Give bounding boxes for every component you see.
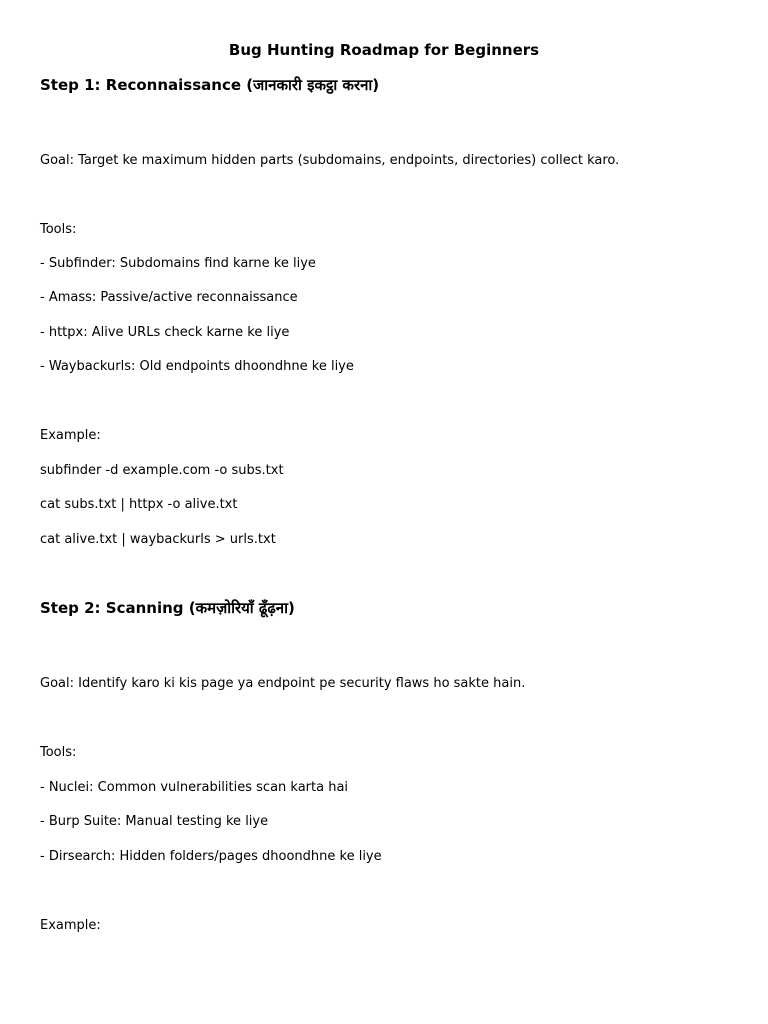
step1-example-label: Example: [40,428,101,443]
step1-example-line: cat subs.txt | httpx -o alive.txt [40,497,238,512]
step1-heading: Step 1: Reconnaissance (जानकारी इकट्ठा करना) [40,76,380,94]
step2-example-label: Example: [40,918,101,933]
step2-tool-nuclei: - Nuclei: Common vulnerabilities scan karta hai [40,780,349,795]
step1-example-line: cat alive.txt | waybackurls > urls.txt [40,532,276,547]
step2-goal: Goal: Identify karo ki kis page ya endpoint pe security flaws ho sakte hain. [40,676,526,691]
step1-tool-waybackurls: - Waybackurls: Old endpoints dhoondhne ke liye [40,359,354,374]
step2-tool-dirsearch: - Dirsearch: Hidden folders/pages dhoondhne ke liye [40,849,382,864]
step1-tool-subfinder: - Subfinder: Subdomains find karne ke liye [40,256,316,271]
step1-tool-httpx: - httpx: Alive URLs check karne ke liye [40,325,290,340]
step1-example-line: subfinder -d example.com -o subs.txt [40,463,284,478]
step1-tool-amass: - Amass: Passive/active reconnaissance [40,290,298,305]
document-title: Bug Hunting Roadmap for Beginners [228,41,540,59]
step2-heading: Step 2: Scanning (कमज़ोरियाँ ढूँढ़ना) [40,599,295,617]
step1-goal: Goal: Target ke maximum hidden parts (subdomains, endpoints, directories) collect karo. [40,153,620,168]
step1-tools-label: Tools: [40,222,77,237]
step2-tools-label: Tools: [40,745,77,760]
step2-tool-burp-suite: - Burp Suite: Manual testing ke liye [40,814,269,829]
